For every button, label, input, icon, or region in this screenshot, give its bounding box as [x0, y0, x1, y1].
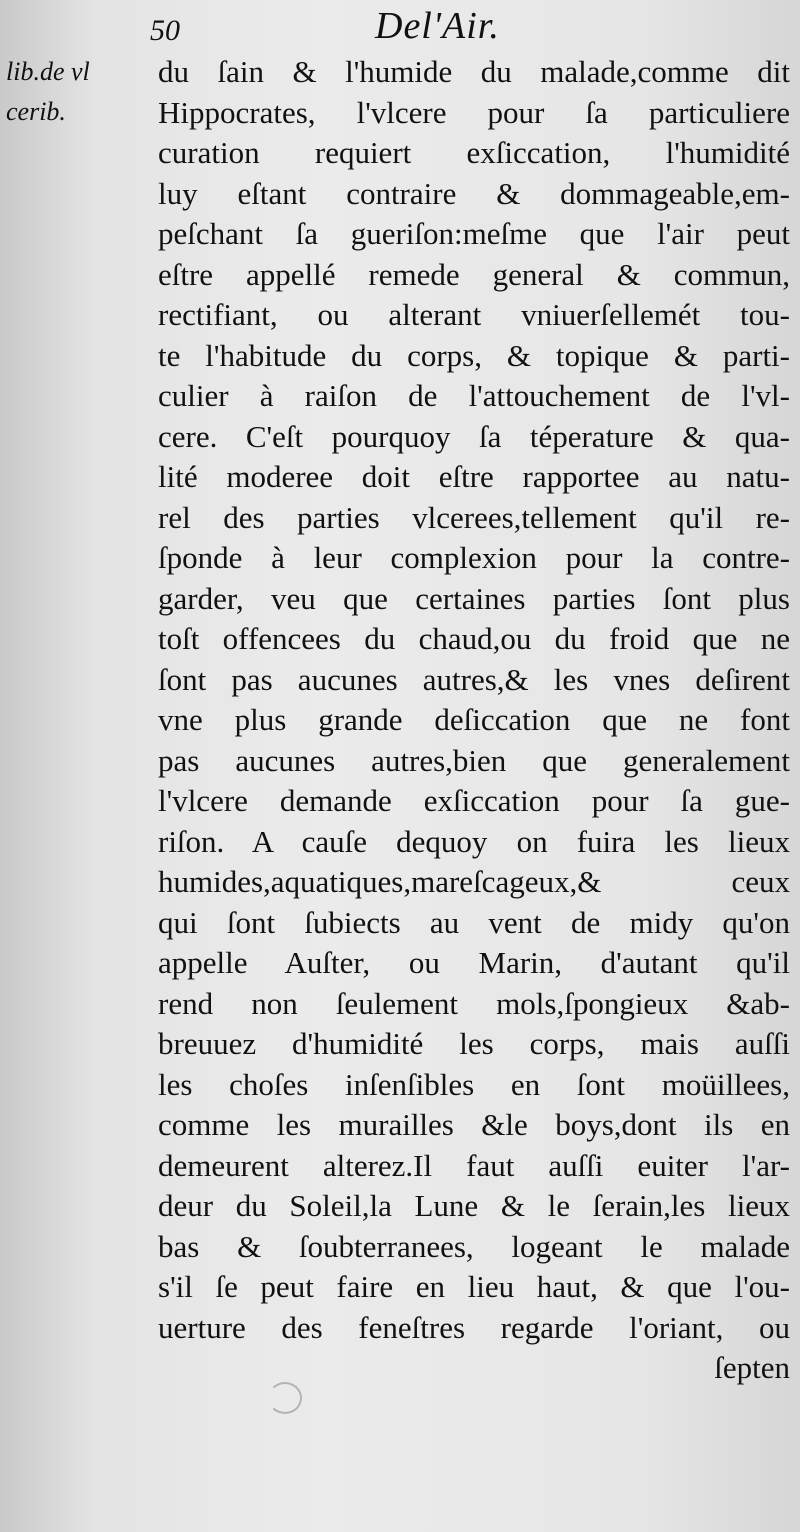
text-line: rend non ſeulement mols,ſpongieux &ab- — [158, 985, 790, 1021]
text-line: pas aucunes autres,bien que generalement — [158, 742, 790, 778]
margin-note-line: cerib. — [6, 97, 66, 126]
text-line: qui ſont ſubiects au vent de midy qu'on — [158, 904, 790, 940]
text-line: eſtre appellé remede general & commun, — [158, 256, 790, 292]
text-line: ſponde à leur complexion pour la contre- — [158, 540, 790, 575]
text-line: vne plus grande deſiccation que ne font — [158, 702, 790, 737]
text-line: luy eſtant contraire & dommageable,em- — [158, 175, 790, 211]
text-line: toſt offencees du chaud,ou du froid que ne — [158, 621, 790, 656]
text-line: lité moderee doit eſtre rapportee au natu- — [158, 459, 790, 494]
text-line: curation requiert exſiccation, l'humidité — [158, 135, 790, 170]
text-line: du ſain & l'humide du malade,comme dit — [158, 54, 790, 89]
text-line: bas & ſoubterranees, logeant le malade — [158, 1228, 790, 1264]
text-line: humides,aquatiques,mareſcageux,& ceux — [158, 864, 790, 899]
text-line: ſont pas aucunes autres,& les vnes deſirent — [158, 661, 790, 697]
text-line: deur du Soleil,la Lune & le ſerain,les lieux — [158, 1188, 790, 1223]
text-line: s'il ſe peut faire en lieu haut, & que l'ou- — [158, 1269, 790, 1304]
text-line: comme les murailles &le boys,dont ils en — [158, 1107, 790, 1142]
margin-note-line: lib.de vl — [6, 57, 90, 86]
margin-note — [6, 52, 146, 132]
text-line: te l'habitude du corps, & topique & parti- — [158, 337, 790, 373]
body-text — [158, 52, 790, 1389]
text-line: demeurent alterez.Il faut auſſi euiter l'ar- — [158, 1147, 790, 1183]
text-line: uerture des feneſtres regarde l'oriant, ou — [158, 1309, 790, 1345]
text-line: cere. C'eſt pourquoy ſa téperature & qua- — [158, 418, 790, 454]
catchword: ſepten — [714, 1350, 790, 1385]
text-line: rel des parties vlcerees,tellement qu'il re- — [158, 499, 790, 535]
ink-smudge — [268, 1382, 302, 1414]
text-line: l'vlcere demande exſiccation pour ſa gue- — [158, 783, 790, 818]
text-line: riſon. A cauſe dequoy on fuira les lieux — [158, 823, 790, 859]
text-line: appelle Auſter, ou Marin, d'autant qu'il — [158, 945, 790, 980]
text-line: Hippocrates, l'vlcere pour ſa particuliere — [158, 94, 790, 130]
text-line: les choſes inſenſibles en ſont moüillees, — [158, 1066, 790, 1102]
text-line: peſchant ſa gueriſon:meſme que l'air peut — [158, 216, 790, 251]
text-line: garder, veu que certaines parties ſont plus — [158, 580, 790, 616]
text-line: rectifiant, ou alterant vniuerſellemét tou- — [158, 297, 790, 332]
page-header — [0, 0, 800, 47]
text-line: breuuez d'humidité les corps, mais auſſi — [158, 1026, 790, 1061]
page-number: 50 — [150, 14, 180, 47]
text-line: culier à raiſon de l'attouchement de l'vl- — [158, 378, 790, 413]
running-title: Del'Air. — [375, 5, 500, 47]
